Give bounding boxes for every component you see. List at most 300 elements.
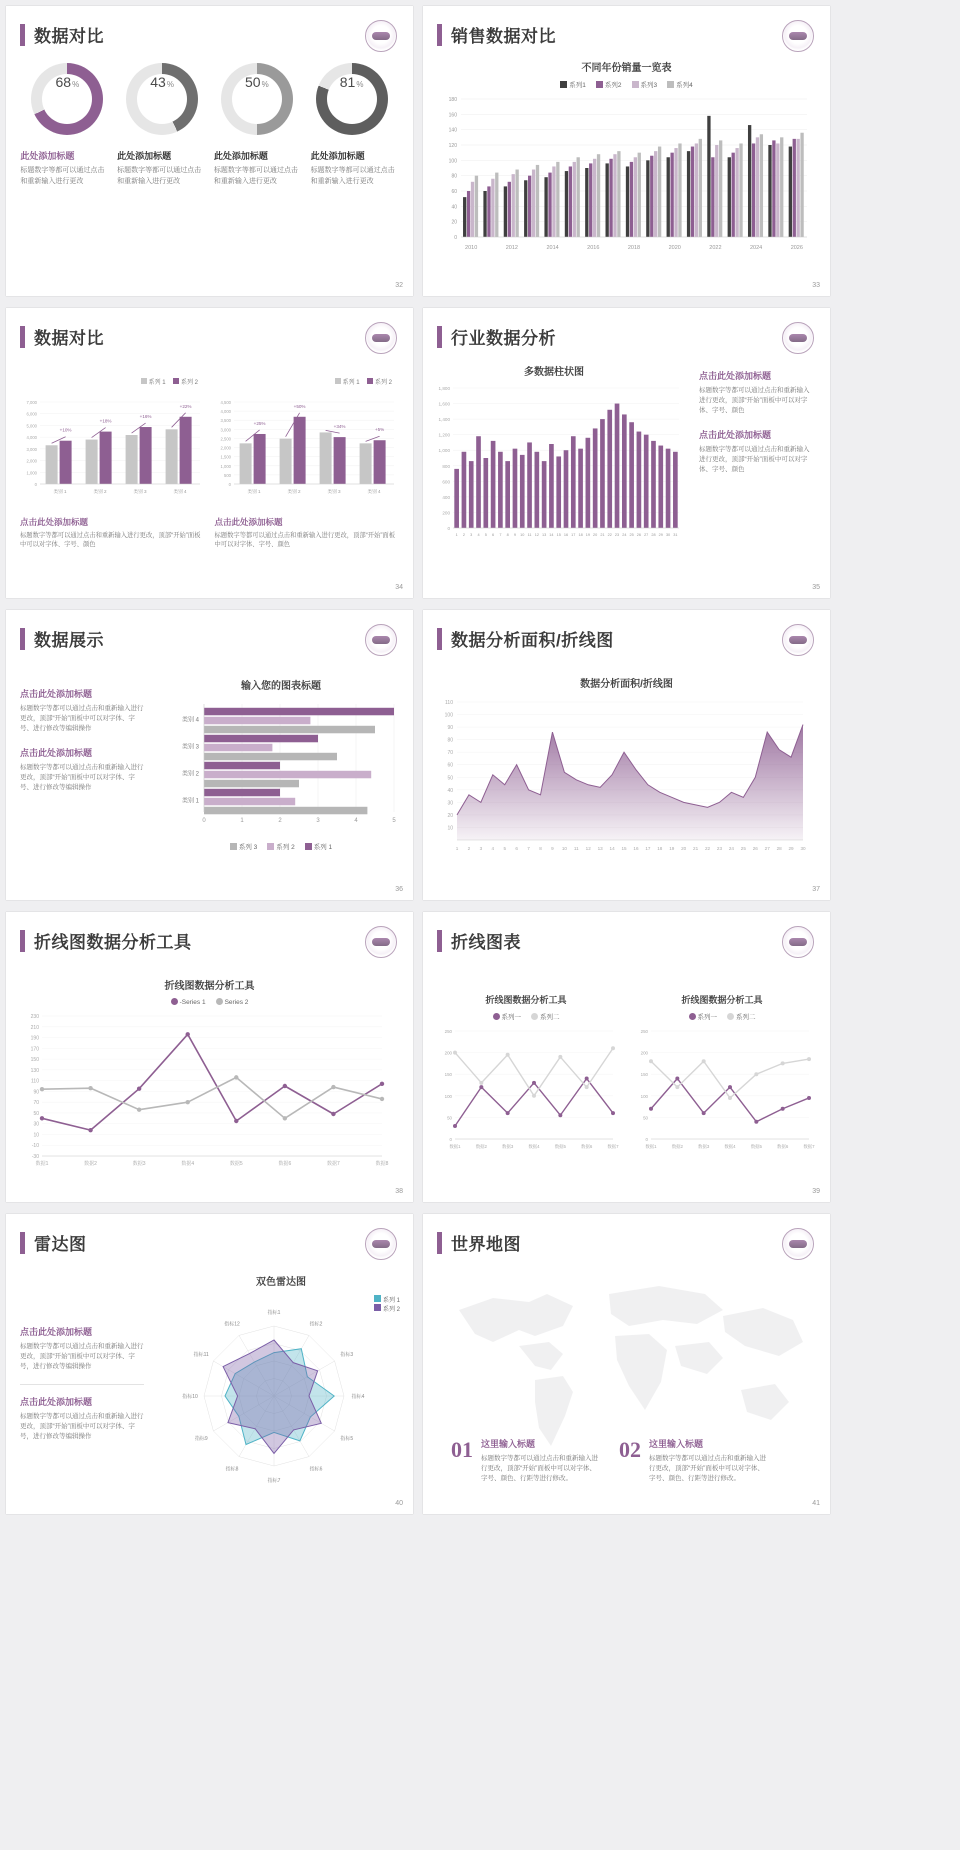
svg-text:指标12: 指标12 [224,1321,240,1328]
svg-text:140: 140 [448,127,457,134]
slide-data-comparison-donut [6,6,413,296]
bar-chart [423,89,813,269]
svg-text:150: 150 [444,1072,452,1078]
svg-text:2012: 2012 [505,245,519,251]
title-accent-bar [20,24,25,46]
legend-item: 系列 3 [230,842,257,851]
svg-text:10: 10 [520,533,525,537]
logo-icon [782,322,814,354]
svg-text:类别 1: 类别 1 [53,489,67,494]
legend-item: 系列二 [531,1012,560,1021]
horizontal-bar-chart [156,692,406,842]
svg-text:1,200: 1,200 [438,432,450,438]
svg-text:类别 2: 类别 2 [93,489,107,494]
svg-text:数据2: 数据2 [84,1161,97,1167]
svg-text:2020: 2020 [668,245,681,251]
donut-caption [311,149,399,187]
caption-title: 此处添加标题 [310,151,365,161]
svg-text:27: 27 [764,846,770,851]
line-chart [431,1021,621,1161]
svg-text:2: 2 [278,818,282,824]
svg-text:25: 25 [629,533,634,537]
svg-text:100: 100 [640,1093,648,1099]
svg-text:12: 12 [534,533,539,537]
item-body: 标题数字等都可以通过点击和重新输入进行更改，顶部“开始”面板中可以对字体、字号、颜色、行距等进行修改。 [481,1454,598,1482]
svg-text:2,000: 2,000 [26,458,37,464]
chart-legend [627,1012,817,1021]
svg-text:20: 20 [447,812,453,819]
svg-text:3,500: 3,500 [220,418,231,424]
svg-text:1,000: 1,000 [220,463,231,469]
caption-body: 标题数字等都可以通过点击和重新输入进行更改，顶部“开始”面板中可以对字体、字号、颜色 [699,387,810,415]
svg-text:指标8: 指标8 [225,1466,239,1473]
donut-group [6,63,413,135]
chart-caption [215,516,400,550]
item-title: 这里输入标题 [649,1438,704,1449]
svg-text:4: 4 [354,818,358,824]
svg-text:500: 500 [224,472,231,478]
svg-text:10: 10 [561,846,567,851]
title-accent-bar [437,24,442,46]
logo-icon [365,322,397,354]
page-number: 40 [395,1500,403,1507]
svg-text:27: 27 [644,533,649,537]
svg-text:类别 4: 类别 4 [181,717,199,724]
caption-body: 标题数字等都可以通过点击和重新输入进行更改，顶部“开始”面板中可以对字体、字号、颜色 [214,532,396,549]
logo-icon [782,20,814,52]
svg-text:8: 8 [539,846,542,851]
slide-area-line-chart [423,610,830,900]
svg-text:15: 15 [556,533,561,537]
svg-text:190: 190 [30,1035,39,1042]
caption-title: 点击此处添加标题 [20,517,89,527]
svg-text:+18%: +18% [99,418,112,424]
svg-text:80: 80 [451,173,457,180]
donut-chart [31,63,103,135]
svg-text:-30: -30 [31,1154,39,1160]
svg-text:类别 4: 类别 4 [367,489,381,494]
svg-text:150: 150 [30,1057,39,1064]
svg-text:230: 230 [30,1014,39,1020]
svg-text:10: 10 [447,825,453,832]
svg-text:5: 5 [392,818,396,824]
caption-title: 此处添加标题 [20,151,75,161]
svg-text:1,600: 1,600 [438,401,450,407]
svg-text:1,500: 1,500 [220,454,231,460]
donut-unit: % [166,80,174,89]
svg-text:指标7: 指标7 [267,1478,281,1484]
chart-title: 输入您的图表标题 [241,681,321,692]
chart-legend [6,998,413,1006]
svg-text:+25%: +25% [253,420,266,426]
svg-text:数据1: 数据1 [645,1144,657,1149]
svg-text:24: 24 [622,533,627,537]
caption-title: 点击此处添加标题 [214,517,283,527]
svg-text:类别 2: 类别 2 [181,771,199,778]
svg-text:类别 4: 类别 4 [173,489,187,494]
svg-text:0: 0 [645,1137,648,1142]
svg-text:1,400: 1,400 [438,417,450,423]
chart-block [14,377,204,506]
page-number: 35 [812,584,820,591]
slide-data-display [6,610,413,900]
svg-text:23: 23 [614,533,620,537]
svg-text:28: 28 [651,533,656,537]
caption-title: 点击此处添加标题 [699,371,772,381]
svg-text:4: 4 [491,846,495,851]
caption-body: 标题数字等都可以通过点击和重新输入进行更改 [20,167,105,185]
svg-text:20: 20 [451,219,457,226]
legend-item: 系列二 [727,1012,756,1021]
chart-block [627,993,817,1161]
svg-text:29: 29 [658,533,663,537]
logo-icon [365,926,397,958]
svg-text:9: 9 [513,533,517,537]
page-number: 33 [812,282,820,289]
chart-block [423,359,685,568]
svg-text:9: 9 [551,846,554,851]
caption-title: 点击此处添加标题 [20,748,93,759]
svg-text:数据2: 数据2 [475,1144,487,1149]
svg-text:3,000: 3,000 [26,446,37,452]
chart-title: 数据分析面积/折线图 [580,679,673,690]
svg-text:160: 160 [448,112,457,119]
svg-text:200: 200 [442,510,450,516]
caption-title: 此处添加标题 [213,151,268,161]
slide-radar-chart [6,1214,413,1514]
svg-text:100: 100 [444,712,453,719]
donut-unit: % [356,80,364,89]
chart-legend [431,1012,621,1021]
svg-text:100: 100 [448,158,457,165]
svg-text:指标3: 指标3 [340,1352,354,1358]
item-title: 这里输入标题 [481,1438,536,1449]
svg-text:40: 40 [451,204,457,211]
svg-text:8: 8 [506,533,509,537]
svg-text:2: 2 [462,533,465,537]
svg-text:110: 110 [445,700,453,706]
area-chart [423,690,813,880]
svg-text:5,000: 5,000 [26,423,37,429]
page-title: 折线图表 [451,933,521,952]
chart-block [156,1269,406,1503]
page-title: 雷达图 [34,1235,87,1254]
title-accent-bar [437,326,442,348]
svg-text:120: 120 [448,143,457,149]
page-title: 行业数据分析 [451,329,556,348]
slide-sales-comparison [423,6,830,296]
donut-value: 50 [245,74,261,90]
bar-chart [423,378,685,568]
page-title: 数据展示 [34,631,104,650]
caption-title: 此处添加标题 [117,151,172,161]
svg-text:2,500: 2,500 [220,436,231,442]
svg-text:数据6: 数据6 [777,1144,789,1149]
caption-title: 点击此处添加标题 [20,1327,93,1337]
legend-item: 系列 2 [367,380,392,386]
svg-text:2,000: 2,000 [220,445,231,451]
svg-text:180: 180 [448,97,457,103]
title-accent-bar [20,1232,25,1254]
svg-text:22: 22 [607,533,612,537]
svg-text:50: 50 [33,1110,39,1117]
title-accent-bar [20,326,25,348]
page-title: 销售数据对比 [451,27,556,46]
svg-text:指标5: 指标5 [340,1436,354,1442]
svg-text:6: 6 [492,533,495,537]
svg-text:40: 40 [447,787,453,794]
svg-text:30: 30 [800,846,806,851]
svg-text:30: 30 [33,1121,39,1128]
caption-body: 标题数字等都可以通过点击和重新输入进行更改，顶部“开始”面板中可以对字体、字号、颜色 [699,446,810,474]
svg-text:400: 400 [442,494,450,500]
legend-item: 系列 1 [374,1295,400,1304]
svg-text:+34%: +34% [333,424,346,430]
svg-text:6: 6 [515,846,518,851]
svg-text:类别 3: 类别 3 [133,489,147,494]
chart-caption [20,516,205,550]
logo-icon [365,20,397,52]
svg-text:数据6: 数据6 [581,1144,593,1149]
svg-text:数据4: 数据4 [181,1161,195,1167]
donut-chart [221,63,293,135]
donut-caption [214,149,302,187]
svg-text:1: 1 [455,533,458,537]
svg-text:数据2: 数据2 [671,1144,683,1149]
page-title: 世界地图 [451,1235,521,1254]
svg-text:数据8: 数据8 [375,1161,389,1167]
svg-text:数据3: 数据3 [502,1144,514,1149]
page-title: 数据对比 [34,27,104,46]
chart-title: 不同年份销量一览表 [581,63,672,74]
svg-text:18: 18 [578,533,583,537]
item-number: 01 [451,1436,473,1462]
title-accent-bar [437,930,442,952]
svg-text:200: 200 [640,1050,648,1056]
svg-text:600: 600 [442,479,450,485]
legend-item: 系列4 [667,80,693,89]
svg-text:0: 0 [228,482,231,487]
svg-text:+10%: +10% [59,427,72,433]
title-accent-bar [20,628,25,650]
svg-text:2014: 2014 [546,245,559,251]
svg-text:23: 23 [716,846,723,851]
svg-text:50: 50 [447,1115,452,1121]
donut-caption [20,149,108,187]
svg-text:70: 70 [447,750,453,757]
svg-text:指标4: 指标4 [351,1394,365,1400]
svg-text:类别 3: 类别 3 [181,744,199,751]
logo-icon [365,1228,397,1260]
svg-text:数据6: 数据6 [278,1161,292,1167]
svg-text:0: 0 [447,526,450,531]
svg-text:4,000: 4,000 [220,409,231,415]
chart-title: 折线图数据分析工具 [164,981,255,992]
svg-text:10: 10 [33,1132,39,1139]
legend-item: Series 2 [216,998,249,1006]
svg-text:24: 24 [728,846,734,851]
donut-caption [117,149,205,187]
svg-text:11: 11 [527,533,532,537]
svg-text:2022: 2022 [709,245,722,251]
svg-text:1,000: 1,000 [438,448,450,454]
svg-text:13: 13 [542,533,547,537]
svg-text:类别 1: 类别 1 [181,798,199,805]
title-accent-bar [437,628,442,650]
svg-text:指标9: 指标9 [194,1436,208,1442]
svg-text:26: 26 [636,533,642,537]
divider [20,1384,144,1385]
svg-text:2010: 2010 [465,245,478,251]
svg-text:类别 3: 类别 3 [327,489,341,494]
svg-text:数据5: 数据5 [229,1161,243,1167]
svg-text:0: 0 [454,235,457,241]
svg-text:13: 13 [597,846,603,851]
svg-text:110: 110 [31,1078,39,1085]
svg-text:3,000: 3,000 [220,427,231,433]
svg-text:1,800: 1,800 [438,386,450,391]
logo-icon [782,926,814,958]
svg-text:60: 60 [451,189,457,195]
legend-item: -Series 1 [171,998,206,1006]
svg-text:20: 20 [681,846,687,851]
map-item [619,1437,769,1484]
chart-block [208,377,398,506]
svg-text:2018: 2018 [627,245,641,251]
svg-text:指标10: 指标10 [182,1394,198,1400]
legend-item: 系列3 [632,80,658,89]
svg-text:70: 70 [33,1100,39,1107]
svg-text:170: 170 [30,1046,39,1053]
page-number: 39 [812,1188,820,1195]
legend-item: 系列2 [596,80,622,89]
svg-text:60: 60 [447,762,453,769]
svg-text:12: 12 [585,846,591,851]
svg-text:3: 3 [479,846,483,851]
page-number: 34 [395,584,403,591]
chart-legend [374,1295,400,1313]
svg-text:16: 16 [633,846,639,851]
svg-text:17: 17 [571,533,576,537]
svg-text:80: 80 [447,737,453,744]
bar-chart [14,386,204,506]
svg-text:19: 19 [669,846,675,851]
svg-text:数据1: 数据1 [449,1144,461,1149]
svg-text:4,500: 4,500 [220,400,231,405]
chart-title: 折线图数据分析工具 [485,995,567,1005]
svg-text:数据7: 数据7 [803,1144,815,1149]
svg-text:50: 50 [447,775,453,782]
caption-body: 标题数字等都可以通过点击和重新输入进行更改，顶部“开始”面板中可以对字体、字号，进行修改等编辑操作 [20,1343,144,1371]
svg-text:14: 14 [609,846,615,851]
bar-chart [208,386,398,506]
svg-text:200: 200 [444,1050,452,1056]
chart-title: 多数据柱状图 [524,367,584,378]
svg-text:14: 14 [549,533,554,537]
svg-text:250: 250 [444,1029,452,1034]
svg-text:类别 2: 类别 2 [287,489,301,494]
chart-legend [423,80,830,89]
svg-text:0: 0 [34,482,37,487]
svg-text:16: 16 [563,533,569,537]
svg-text:30: 30 [665,533,671,537]
svg-text:指标2: 指标2 [309,1321,323,1328]
legend-item: 系列 1 [335,380,360,386]
svg-text:250: 250 [640,1029,648,1034]
legend-item: 系列一 [689,1012,718,1021]
chart-legend [14,377,204,386]
side-captions [685,359,825,568]
svg-text:150: 150 [640,1072,648,1078]
chart-legend [156,842,406,851]
svg-text:4,000: 4,000 [26,435,37,441]
caption-body: 标题数字等都可以通过点击和重新输入进行更改 [213,167,298,185]
legend-item: 系列一 [493,1012,522,1021]
svg-text:18: 18 [657,846,663,851]
svg-text:19: 19 [585,533,590,537]
svg-text:5: 5 [503,846,507,851]
legend-item: 系列 2 [267,842,294,851]
page-number: 32 [395,282,403,289]
caption-title: 点击此处添加标题 [20,689,93,699]
caption-title: 点击此处添加标题 [20,1397,93,1408]
svg-text:0: 0 [449,1137,452,1142]
caption-title: 点击此处添加标题 [699,430,772,441]
caption-body: 标题数字等都可以通过点击和重新输入进行更改，顶部“开始”面板中可以对字体、字号、进行修改等编辑操作 [20,764,144,792]
legend-item: 系列 2 [173,380,198,386]
svg-text:25: 25 [740,846,746,851]
chart-block [431,993,621,1161]
logo-icon [365,624,397,656]
logo-icon [782,624,814,656]
page-title: 数据分析面积/折线图 [451,631,614,650]
donut-unit: % [72,80,80,89]
slide-line-charts [423,912,830,1202]
svg-text:3: 3 [316,818,320,824]
svg-text:0: 0 [202,818,206,824]
chart-title: 双色雷达图 [256,1277,306,1288]
legend-item: 系列 1 [305,842,332,851]
svg-text:数据5: 数据5 [554,1144,566,1149]
page-number: 41 [812,1500,820,1507]
svg-text:7,000: 7,000 [26,400,37,405]
svg-text:31: 31 [673,533,678,537]
svg-text:数据3: 数据3 [132,1161,146,1167]
donut-value: 68 [55,74,72,90]
title-accent-bar [20,930,25,952]
svg-text:-10: -10 [31,1143,39,1150]
svg-text:指标11: 指标11 [193,1352,209,1358]
legend-item: 系列1 [560,80,586,89]
svg-text:130: 130 [30,1067,39,1074]
svg-text:26: 26 [752,846,758,851]
donut-chart [316,63,388,135]
svg-text:17: 17 [645,846,651,851]
map-items [451,1437,769,1484]
svg-text:数据3: 数据3 [698,1144,710,1149]
caption-body: 标题数字等都可以通过点击和重新输入进行更改 [117,167,202,185]
svg-text:90: 90 [33,1089,39,1096]
line-chart [627,1021,817,1161]
svg-text:+22%: +22% [179,403,192,409]
chart-title: 折线图数据分析工具 [681,995,763,1005]
svg-text:数据4: 数据4 [724,1144,736,1149]
side-captions [6,1269,156,1503]
svg-text:21: 21 [600,533,605,537]
svg-text:指标6: 指标6 [309,1466,323,1473]
caption-body: 标题数字等都可以通过点击和重新输入进行更改，顶部“开始”面板中可以对字体、字号、颜色 [20,532,201,549]
svg-text:数据4: 数据4 [528,1144,540,1149]
